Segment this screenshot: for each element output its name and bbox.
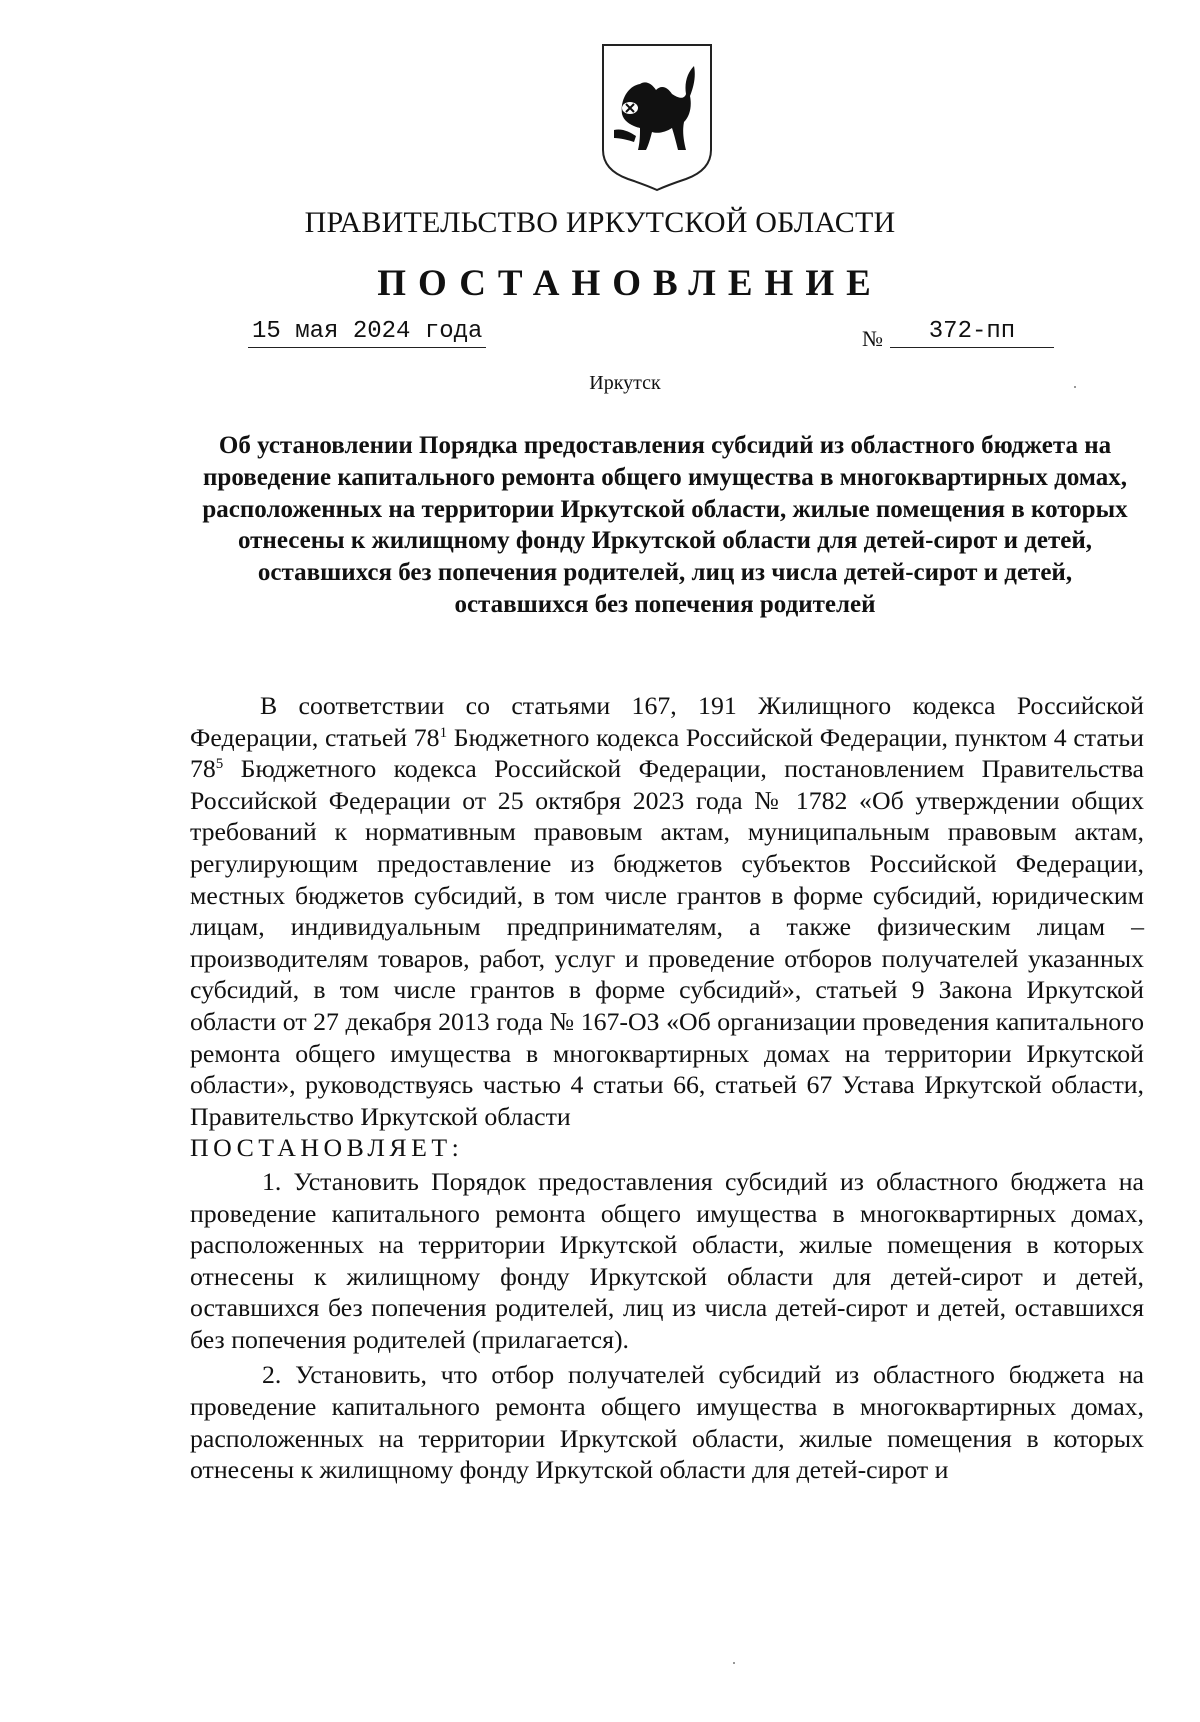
item-2: 2. Установить, что отбор получателей субсидий из областного бюджета на проведение капитального ремонта общего имущества в многоквартирных домах, расположенных на территории Иркутской области, жилые помещения в которых отнесены к жилищному фонду Иркутской области для детей-сирот и (190, 1360, 1144, 1485)
government-name: ПРАВИТЕЛЬСТВО ИРКУТСКОЙ ОБЛАСТИ (304, 206, 896, 239)
scan-speck (1074, 386, 1076, 388)
resolves-heading: ПОСТАНОВЛЯЕТ: (190, 1133, 464, 1163)
decree-date: 15 мая 2024 года (248, 318, 486, 348)
item-1: 1. Установить Порядок предоставления субсидий из областного бюджета на проведение капитального ремонта общего имущества в многоквартирных домах, расположенных на территории Иркутской области, жилые помещения в которых отнесены к жилищному фонду Иркутской области для детей-сирот и детей, оставшихся без попечения родителей, лиц из числа детей-сирот и детей, оставшихся без попечения родителей (прилагается). (190, 1166, 1144, 1354)
irkutsk-coat-of-arms-babr-icon (600, 42, 714, 192)
preamble-paragraph (190, 690, 1144, 1132)
superscript-2: 5 (215, 756, 224, 773)
decree-number: 372-пп (890, 318, 1054, 348)
superscript-1: 1 (439, 724, 448, 741)
preamble-part-3: Бюджетного кодекса Российской Федерации, постановлением Правительства Российской Федерации от 25 октября 2023 года № 1782 «Об утверждении общих требований к нормативным правовым актам, муниципальным правовым актам, регулирующим предоставление из бюджетов субъектов Российской Федерации, местных бюджетов субсидий, в том числе грантов в форме субсидий, юридическим лицам, индивидуальным предпринимателям, а также физическим лицам – производителям товаров, работ, услуг и проведение отборов получателей указанных субсидий, в том числе грантов в форме субсидий», статьей 9 Закона Иркутской области от 27 декабря 2013 года № 167-ОЗ «Об организации проведения капитального ремонта общего имущества в многоквартирных домах на территории Иркутской области», руководствуясь частью 4 статьи 66, статьей 67 Устава Иркутской области, Правительство Иркутской области (190, 754, 1144, 1131)
number-sign: № (862, 326, 883, 351)
document-body (190, 690, 1144, 1486)
document-title: Об установлении Порядка предоставления субсидий из областного бюджета на проведение капитального ремонта общего имущества в многоквартирных домах, расположенных на территории Иркутской области, жилые помещения в которых отнесены к жилищному фонду Иркутской области для детей-сирот и детей, оставшихся без попечения родителей, лиц из числа детей-сирот и детей, оставшихся без попечения родителей (202, 432, 1128, 618)
preamble-part-2: Бюджетного кодекса Российской Федерации, пунктом 4 статьи 78 (190, 722, 1144, 784)
scan-speck (733, 1662, 735, 1664)
document-type-heading: ПОСТАНОВЛЕНИЕ (377, 263, 883, 304)
city-name: Иркутск (589, 372, 661, 394)
preamble-part-1: В соответствии со статьями 167, 191 Жилищного кодекса Российской Федерации, статьей 78 (190, 691, 1144, 752)
